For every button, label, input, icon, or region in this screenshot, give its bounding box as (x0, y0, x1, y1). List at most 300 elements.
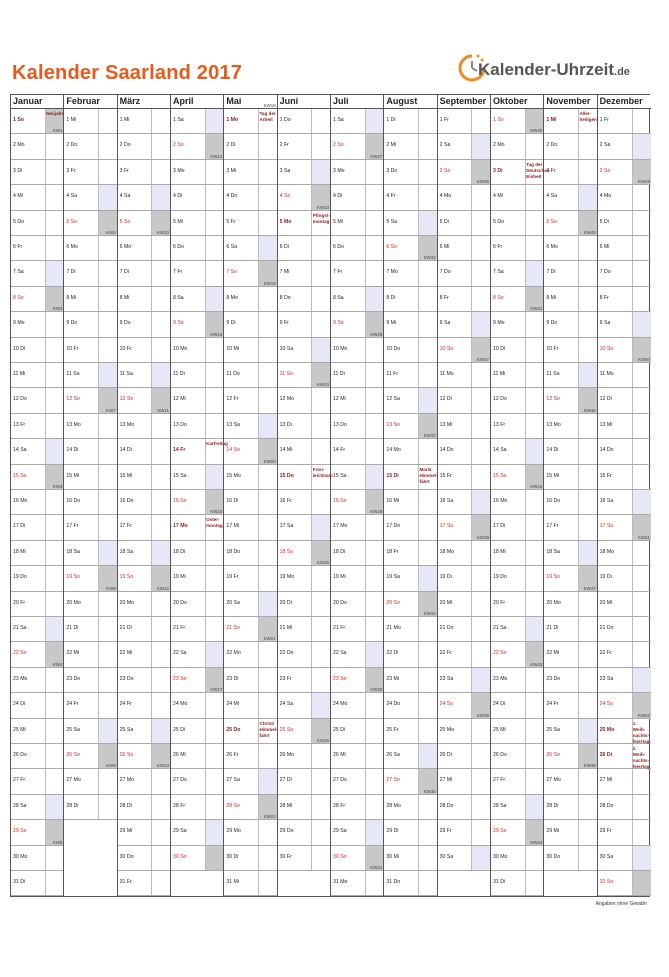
day-cell[interactable] (384, 287, 436, 312)
day-cell[interactable] (118, 407, 170, 439)
day-cell[interactable] (438, 592, 490, 617)
day-cell[interactable] (224, 769, 276, 794)
day-cell[interactable] (224, 160, 276, 185)
day-cell[interactable] (64, 261, 116, 286)
day-cell[interactable] (598, 287, 651, 312)
day-cell[interactable] (491, 719, 543, 744)
day-cell[interactable] (544, 668, 596, 693)
day-cell[interactable] (491, 566, 543, 591)
day-cell[interactable] (118, 490, 170, 515)
day-cell[interactable] (278, 287, 330, 312)
day-cell[interactable] (598, 566, 651, 591)
day-cell[interactable] (438, 236, 490, 261)
day-cell[interactable] (598, 769, 651, 794)
day-cell[interactable] (171, 363, 223, 388)
day-cell[interactable] (384, 465, 436, 490)
day-cell[interactable] (544, 465, 596, 490)
day-cell[interactable] (64, 465, 116, 490)
day-cell[interactable] (331, 642, 383, 667)
day-cell[interactable] (224, 414, 276, 439)
day-cell[interactable] (11, 769, 63, 794)
day-cell[interactable] (118, 693, 170, 718)
day-cell[interactable] (278, 795, 330, 820)
day-cell[interactable] (331, 236, 383, 261)
day-cell[interactable] (491, 306, 543, 337)
day-cell[interactable] (544, 287, 596, 312)
day-cell[interactable] (224, 668, 276, 693)
day-cell[interactable] (11, 414, 63, 439)
day-cell[interactable] (171, 541, 223, 566)
day-cell[interactable] (171, 642, 223, 667)
day-cell[interactable] (598, 820, 651, 845)
day-cell[interactable] (438, 795, 490, 820)
day-cell[interactable] (598, 134, 651, 159)
day-cell[interactable] (64, 230, 116, 261)
day-cell[interactable] (438, 211, 490, 236)
day-cell[interactable] (64, 617, 116, 642)
day-cell[interactable] (118, 668, 170, 693)
day-cell[interactable] (544, 763, 596, 794)
day-cell[interactable] (171, 211, 223, 236)
day-cell[interactable] (544, 160, 596, 185)
day-cell[interactable] (598, 744, 651, 769)
day-cell[interactable] (598, 846, 651, 871)
day-cell[interactable] (278, 820, 330, 845)
day-cell[interactable] (491, 338, 543, 363)
day-cell[interactable] (118, 185, 170, 210)
day-cell[interactable] (64, 795, 116, 820)
day-cell[interactable] (224, 515, 276, 540)
day-cell[interactable] (544, 541, 596, 566)
day-cell[interactable] (331, 719, 383, 744)
day-cell[interactable] (64, 338, 116, 363)
day-cell[interactable] (331, 363, 383, 388)
day-cell[interactable] (64, 585, 116, 617)
day-cell[interactable] (598, 109, 651, 134)
day-cell[interactable] (491, 839, 543, 871)
day-cell[interactable] (64, 719, 116, 744)
day-cell[interactable] (11, 515, 63, 540)
day-cell[interactable] (491, 128, 543, 159)
day-cell[interactable] (598, 179, 651, 210)
day-cell[interactable] (64, 490, 116, 515)
day-cell[interactable] (384, 185, 436, 210)
day-cell[interactable] (384, 668, 436, 693)
day-cell[interactable] (278, 312, 330, 337)
day-cell[interactable] (171, 388, 223, 413)
day-cell[interactable] (384, 719, 436, 744)
day-cell[interactable] (171, 331, 223, 363)
day-cell[interactable] (544, 585, 596, 617)
day-cell[interactable] (331, 331, 383, 363)
day-cell[interactable] (598, 617, 651, 642)
day-cell[interactable] (598, 668, 651, 693)
day-cell[interactable] (118, 585, 170, 617)
day-cell[interactable] (544, 185, 596, 210)
day-cell[interactable] (224, 236, 276, 261)
day-cell[interactable] (64, 515, 116, 540)
day-cell[interactable] (224, 338, 276, 363)
day-cell[interactable] (118, 719, 170, 744)
day-cell[interactable] (491, 261, 543, 286)
day-cell[interactable] (11, 871, 63, 896)
day-cell[interactable] (491, 439, 543, 464)
day-cell[interactable] (384, 388, 436, 413)
day-cell[interactable] (331, 687, 383, 718)
day-cell[interactable] (491, 617, 543, 642)
day-cell[interactable] (544, 515, 596, 540)
day-cell[interactable] (384, 515, 436, 540)
day-cell[interactable] (11, 236, 63, 261)
day-cell[interactable] (598, 261, 651, 286)
day-cell[interactable] (224, 211, 276, 236)
day-cell[interactable] (491, 661, 543, 693)
day-cell[interactable] (224, 636, 276, 667)
day-cell[interactable] (278, 642, 330, 667)
day-cell[interactable] (278, 465, 333, 490)
day-cell[interactable] (331, 617, 383, 642)
day-cell[interactable] (278, 490, 330, 515)
day-cell[interactable] (438, 312, 490, 337)
day-cell[interactable] (118, 439, 170, 464)
day-cell[interactable] (331, 769, 383, 794)
day-cell[interactable] (118, 795, 170, 820)
day-cell[interactable] (278, 738, 330, 769)
day-cell[interactable] (64, 363, 116, 388)
day-cell[interactable] (224, 458, 276, 490)
day-cell[interactable] (118, 363, 170, 388)
day-cell[interactable] (384, 541, 436, 566)
day-cell[interactable] (491, 211, 543, 236)
day-cell[interactable] (224, 719, 276, 744)
day-cell[interactable] (171, 509, 223, 540)
day-cell[interactable] (11, 566, 63, 591)
day-cell[interactable] (438, 357, 490, 388)
day-cell[interactable] (438, 668, 490, 693)
day-cell[interactable] (491, 541, 543, 566)
day-cell[interactable] (224, 388, 276, 413)
day-cell[interactable] (224, 846, 276, 871)
day-cell[interactable] (598, 534, 651, 566)
day-cell[interactable] (544, 261, 596, 286)
day-cell[interactable] (384, 846, 436, 871)
day-cell[interactable] (64, 439, 116, 464)
day-cell[interactable] (544, 407, 596, 439)
day-cell[interactable] (11, 388, 63, 413)
day-cell[interactable] (171, 414, 223, 439)
day-cell[interactable] (384, 693, 436, 718)
day-cell[interactable] (118, 230, 170, 261)
day-cell[interactable] (11, 439, 63, 464)
day-cell[interactable] (171, 439, 228, 464)
day-cell[interactable] (384, 566, 436, 591)
day-cell[interactable] (491, 769, 543, 794)
day-cell[interactable] (384, 338, 436, 363)
day-cell[interactable] (438, 846, 490, 871)
day-cell[interactable] (278, 439, 330, 464)
day-cell[interactable] (598, 236, 651, 261)
day-cell[interactable] (278, 560, 330, 591)
day-cell[interactable] (118, 820, 170, 845)
day-cell[interactable] (171, 287, 223, 312)
day-cell[interactable] (544, 109, 596, 134)
brand-logo[interactable] (458, 50, 638, 86)
day-cell[interactable] (171, 820, 223, 845)
day-cell[interactable] (438, 134, 490, 159)
day-cell[interactable] (224, 490, 276, 515)
day-cell[interactable] (544, 312, 596, 337)
day-cell[interactable] (171, 719, 223, 744)
day-cell[interactable] (118, 338, 170, 363)
day-cell[interactable] (118, 287, 170, 312)
day-cell[interactable] (384, 642, 436, 667)
day-cell[interactable] (598, 592, 651, 617)
day-cell[interactable] (278, 382, 330, 413)
day-cell[interactable] (11, 693, 63, 718)
day-cell[interactable] (384, 160, 436, 185)
day-cell[interactable] (331, 109, 383, 134)
day-cell[interactable] (278, 617, 330, 642)
day-cell[interactable] (491, 484, 543, 515)
day-cell[interactable] (224, 592, 276, 617)
day-cell[interactable] (331, 566, 383, 591)
day-cell[interactable] (544, 134, 596, 159)
day-cell[interactable] (278, 134, 330, 159)
day-cell[interactable] (598, 388, 651, 413)
day-cell[interactable] (544, 846, 596, 871)
day-cell[interactable] (598, 357, 651, 388)
day-cell[interactable] (491, 744, 543, 769)
day-cell[interactable] (598, 439, 651, 464)
day-cell[interactable] (438, 414, 490, 439)
day-cell[interactable] (544, 719, 596, 744)
day-cell[interactable] (11, 744, 63, 769)
day-cell[interactable] (171, 687, 223, 718)
day-cell[interactable] (331, 592, 383, 617)
day-cell[interactable] (11, 261, 63, 286)
day-cell[interactable] (384, 363, 436, 388)
day-cell[interactable] (491, 388, 543, 413)
day-cell[interactable] (118, 846, 170, 871)
day-cell[interactable] (171, 566, 223, 591)
day-cell[interactable] (491, 515, 543, 540)
day-cell[interactable] (171, 769, 223, 794)
day-cell[interactable] (384, 871, 436, 896)
day-cell[interactable] (278, 338, 330, 363)
day-cell[interactable] (598, 490, 651, 515)
day-cell[interactable] (64, 763, 116, 794)
day-cell[interactable] (491, 871, 543, 896)
day-cell[interactable] (278, 769, 330, 794)
day-cell[interactable] (171, 795, 223, 820)
day-cell[interactable] (331, 795, 383, 820)
day-cell[interactable] (491, 693, 543, 718)
day-cell[interactable] (384, 433, 436, 464)
day-cell[interactable] (224, 814, 276, 845)
day-cell[interactable] (278, 261, 330, 286)
day-cell[interactable] (331, 541, 383, 566)
day-cell[interactable] (384, 255, 436, 286)
day-cell[interactable] (64, 134, 116, 159)
day-cell[interactable] (331, 820, 383, 845)
day-cell[interactable] (438, 820, 490, 845)
day-cell[interactable] (331, 185, 383, 210)
day-cell[interactable] (171, 846, 223, 871)
day-cell[interactable] (544, 439, 596, 464)
day-cell[interactable] (118, 763, 170, 794)
day-cell[interactable] (64, 642, 116, 667)
day-cell[interactable] (278, 668, 330, 693)
day-cell[interactable] (438, 179, 490, 210)
day-cell[interactable] (438, 566, 490, 591)
day-cell[interactable] (598, 312, 651, 337)
day-cell[interactable] (118, 160, 170, 185)
day-cell[interactable] (331, 414, 383, 439)
day-cell[interactable] (11, 306, 63, 337)
day-cell[interactable] (438, 617, 490, 642)
day-cell[interactable] (224, 566, 276, 591)
day-cell[interactable] (171, 109, 223, 134)
day-cell[interactable] (11, 211, 63, 236)
day-cell[interactable] (11, 128, 63, 159)
day-cell[interactable] (438, 287, 490, 312)
day-cell[interactable] (171, 592, 223, 617)
day-cell[interactable] (11, 592, 63, 617)
day-cell[interactable] (278, 204, 330, 236)
day-cell[interactable] (11, 338, 63, 363)
day-cell[interactable] (331, 744, 383, 769)
day-cell[interactable] (438, 534, 490, 566)
day-cell[interactable] (64, 312, 116, 337)
day-cell[interactable] (278, 160, 330, 185)
day-cell[interactable] (331, 439, 383, 464)
day-cell[interactable] (331, 865, 383, 896)
day-cell[interactable] (491, 592, 543, 617)
day-cell[interactable] (438, 109, 490, 134)
day-cell[interactable] (544, 338, 596, 363)
day-cell[interactable] (171, 465, 223, 490)
day-cell[interactable] (11, 541, 63, 566)
day-cell[interactable] (544, 490, 596, 515)
day-cell[interactable] (278, 414, 330, 439)
day-cell[interactable] (598, 465, 651, 490)
day-cell[interactable] (64, 693, 116, 718)
day-cell[interactable] (64, 407, 116, 439)
day-cell[interactable] (491, 795, 543, 820)
day-cell[interactable] (384, 820, 436, 845)
day-cell[interactable] (331, 211, 383, 236)
day-cell[interactable] (331, 465, 383, 490)
day-cell[interactable] (598, 795, 651, 820)
day-cell[interactable] (278, 109, 330, 134)
day-cell[interactable] (224, 541, 276, 566)
day-cell[interactable] (11, 839, 63, 871)
day-cell[interactable] (64, 668, 116, 693)
day-cell[interactable] (438, 261, 490, 286)
day-cell[interactable] (384, 744, 436, 769)
day-cell[interactable] (544, 230, 596, 261)
day-cell[interactable] (384, 312, 436, 337)
day-cell[interactable] (171, 261, 223, 286)
day-cell[interactable] (11, 185, 63, 210)
day-cell[interactable] (224, 134, 276, 159)
day-cell[interactable] (598, 414, 651, 439)
day-cell[interactable] (438, 388, 490, 413)
day-cell[interactable] (438, 490, 490, 515)
day-cell[interactable] (598, 712, 651, 744)
day-cell[interactable] (11, 795, 63, 820)
day-cell[interactable] (278, 236, 330, 261)
day-cell[interactable] (118, 871, 170, 896)
day-cell[interactable] (544, 693, 596, 718)
day-cell[interactable] (491, 160, 550, 185)
day-cell[interactable] (331, 388, 383, 413)
day-cell[interactable] (64, 185, 116, 210)
day-cell[interactable] (118, 541, 170, 566)
day-cell[interactable] (438, 642, 490, 667)
day-cell[interactable] (11, 661, 63, 693)
day-cell[interactable] (118, 465, 170, 490)
day-cell[interactable] (171, 744, 223, 769)
day-cell[interactable] (11, 617, 63, 642)
day-cell[interactable] (544, 642, 596, 667)
day-cell[interactable] (598, 871, 651, 896)
day-cell[interactable] (598, 642, 651, 667)
day-cell[interactable] (598, 211, 651, 236)
day-cell[interactable] (278, 515, 330, 540)
day-cell[interactable] (491, 185, 543, 210)
day-cell[interactable] (118, 642, 170, 667)
day-cell[interactable] (438, 769, 490, 794)
day-cell[interactable] (224, 312, 276, 337)
day-cell[interactable] (278, 592, 330, 617)
day-cell[interactable] (171, 153, 223, 185)
day-cell[interactable] (118, 312, 170, 337)
day-cell[interactable] (224, 103, 276, 134)
day-cell[interactable] (118, 515, 170, 540)
day-cell[interactable] (11, 719, 63, 744)
day-cell[interactable] (384, 490, 436, 515)
day-cell[interactable] (64, 160, 116, 185)
day-cell[interactable] (224, 185, 276, 210)
day-cell[interactable] (331, 509, 383, 540)
day-cell[interactable] (491, 236, 543, 261)
day-cell[interactable] (278, 693, 330, 718)
day-cell[interactable] (11, 484, 63, 515)
day-cell[interactable] (224, 693, 276, 718)
day-cell[interactable] (64, 109, 116, 134)
day-cell[interactable] (438, 465, 490, 490)
day-cell[interactable] (544, 617, 596, 642)
day-cell[interactable] (224, 744, 276, 769)
day-cell[interactable] (544, 363, 596, 388)
day-cell[interactable] (438, 439, 490, 464)
day-cell[interactable] (224, 280, 276, 312)
day-cell[interactable] (171, 617, 223, 642)
day-cell[interactable] (11, 363, 63, 388)
day-cell[interactable] (331, 153, 383, 185)
day-cell[interactable] (384, 134, 436, 159)
day-cell[interactable] (118, 134, 170, 159)
day-cell[interactable] (171, 185, 223, 210)
day-cell[interactable] (118, 261, 170, 286)
day-cell[interactable] (384, 788, 436, 820)
day-cell[interactable] (384, 211, 436, 236)
day-cell[interactable] (118, 617, 170, 642)
day-cell[interactable] (491, 414, 543, 439)
day-cell[interactable] (491, 363, 543, 388)
day-cell[interactable] (278, 846, 330, 871)
